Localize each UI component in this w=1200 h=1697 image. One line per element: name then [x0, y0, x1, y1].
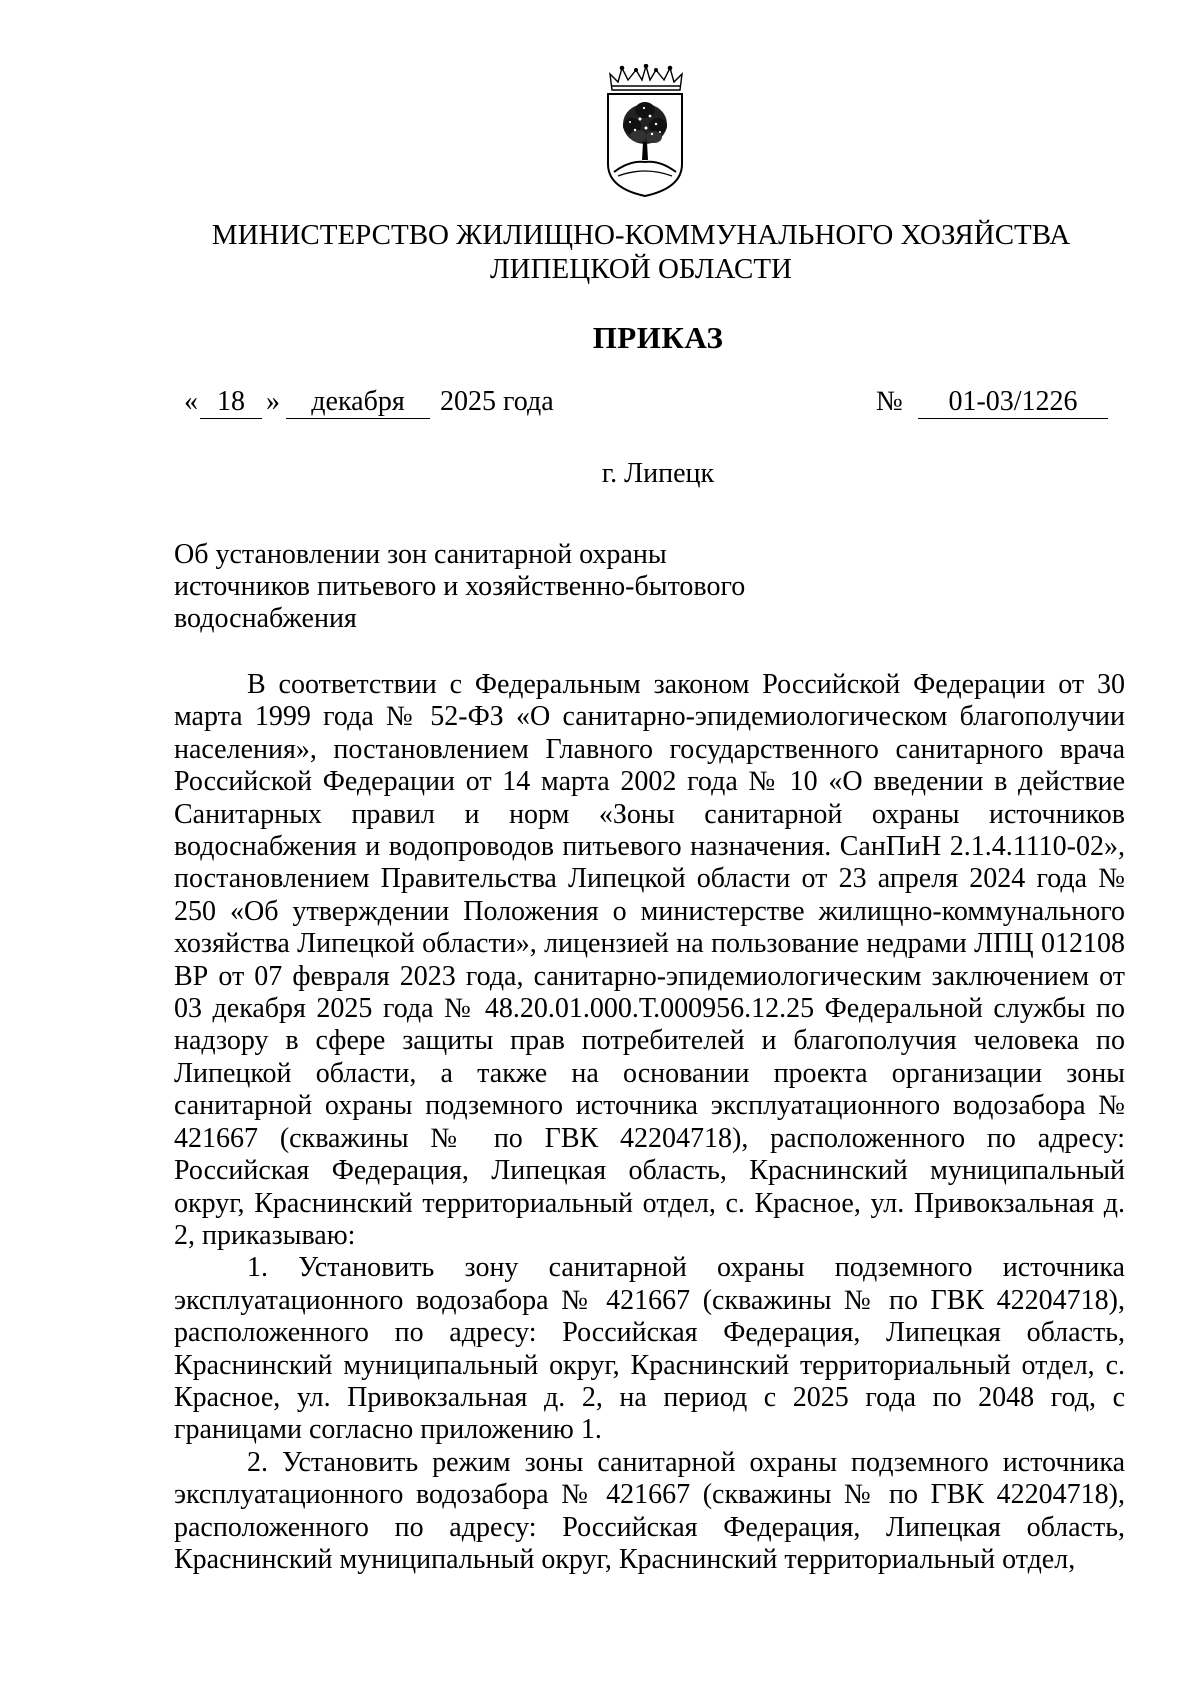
subject-line: источников питьевого и хозяйственно-бытового: [174, 571, 746, 602]
subject-line: Об установлении зон санитарной охраны: [174, 539, 667, 570]
number-sign: №: [876, 386, 903, 417]
date-number-row: [0, 386, 1200, 426]
ministry-name-line2: ЛИПЕЦКОЙ ОБЛАСТИ: [489, 253, 792, 285]
date-year: 2025 года: [440, 386, 554, 417]
subject-line: водоснабжения: [174, 603, 357, 634]
city-name: г. Липецк: [601, 458, 715, 489]
order-item-2: 2. Установить режим зоны санитарной охраны подземного источника эксплуатационного водозабора № 421667 (скважины № по ГВК 42204718), расположенного по адресу: Российская Федерация, Липецкая область, Краснинский муниципальный округ, Краснинский территориальный отдел,: [174, 1446, 1125, 1575]
document-subject: [174, 539, 814, 635]
document-number: 01-03/1226: [918, 386, 1108, 419]
date-month: декабря: [286, 386, 430, 419]
preamble-paragraph: В соответствии с Федеральным законом Российской Федерации от 30 марта 1999 года № 52-ФЗ «О санитарно-эпидемиологическом благополучии населения», постановлением Главного государственного санитарного врача Российской Федерации от 14 марта 2002 года № 10 «О введении в действие Санитарных правил и норм «Зоны санитарной охраны источников водоснабжения и водопроводов питьевого назначения. СанПиН 2.1.4.1110-02», постановлением Правительства Липецкой области от 23 апреля 2024 года № 250 «Об утверждении Положения о министерстве жилищно-коммунального хозяйства Липецкой области», лицензией на пользование недрами ЛПЦ 012108 ВР от 07 февраля 2023 года, санитарно-эпидемиологическим заключением от 03 декабря 2025 года № 48.20.01.000.Т.000956.12.25 Федеральной службы по надзору в сфере защиты прав потребителей и благополучия человека по Липецкой области, а также на основании проекта организации зоны санитарной охраны подземного источника эксплуатационного водозабора № 421667 (скважины № по ГВК 42204718), расположенного по адресу: Российская Федерация, Липецкая область, Краснинский муниципальный округ, Краснинский территориальный отдел, с. Красное, ул. Привокзальная д. 2, приказываю:: [174, 669, 1125, 1251]
order-item-1: 1. Установить зону санитарной охраны подземного источника эксплуатационного водозабора № 421667 (скважины № по ГВК 42204718), расположенного по адресу: Российская Федерация, Липецкая область, Краснинский муниципальный округ, Краснинский территориальный отдел, с. Красное, ул. Привокзальная д. 2, на период с 2025 года по 2048 год, с границами согласно приложению 1.: [174, 1252, 1125, 1446]
document-body: [174, 669, 1125, 1576]
document-type-title: ПРИКАЗ: [592, 320, 724, 355]
ministry-name-line1: МИНИСТЕРСТВО ЖИЛИЩНО-КОММУНАЛЬНОГО ХОЗЯЙСТВА: [211, 219, 1071, 251]
date-close-quote: »: [266, 386, 280, 417]
date-day: 18: [200, 386, 262, 419]
lipetsk-coat-of-arms-icon: [600, 64, 690, 198]
date-open-quote: «: [184, 386, 198, 417]
